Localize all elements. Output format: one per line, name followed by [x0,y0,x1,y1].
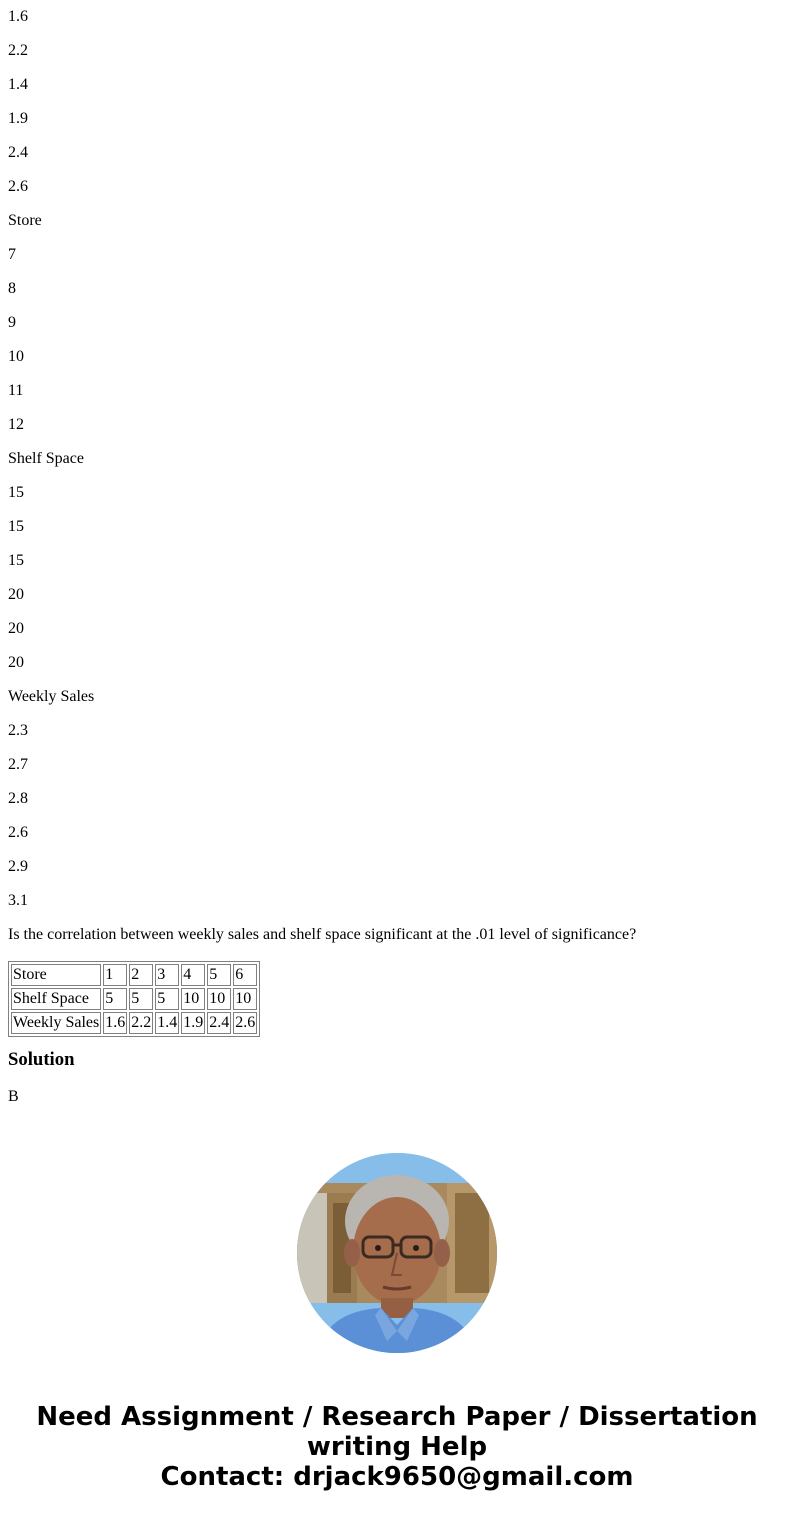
shelf-space-value: 20 [8,654,24,671]
table-cell: 10 [207,988,231,1010]
table-cell: Shelf Space [11,988,101,1010]
table-cell: Store [11,964,101,986]
value-line: 2.6 [8,178,28,195]
shelf-space-value: 20 [8,586,24,603]
table-cell: 1.6 [103,1012,127,1034]
weekly-sales-value: 2.9 [8,858,28,875]
weekly-sales-value: 3.1 [8,892,28,909]
data-table [8,961,260,1037]
weekly-sales-value: 2.7 [8,756,28,773]
question-text: Is the correlation between weekly sales and shelf space significant at the .01 level of significance? [8,926,637,943]
store-value: 7 [8,246,16,263]
table-row [11,964,257,986]
shelf-space-value: 15 [8,484,24,501]
table-cell: 10 [181,988,205,1010]
store-value: 11 [8,382,24,399]
store-label: Store [8,212,42,229]
table-row [11,988,257,1010]
table-cell: 1.4 [155,1012,179,1034]
store-value: 8 [8,280,16,297]
store-value: 9 [8,314,16,331]
table-cell: 10 [233,988,257,1010]
store-value: 12 [8,416,24,433]
solution-heading: Solution [8,1049,75,1070]
value-line: 1.4 [8,76,28,93]
table-cell: 1 [103,964,127,986]
value-line: 1.6 [8,8,28,25]
value-line: 1.9 [8,110,28,127]
value-line: 2.4 [8,144,28,161]
solution-text: B [8,1088,19,1105]
table-cell: 2 [129,964,153,986]
promo-banner [0,1402,794,1492]
value-line: 2.2 [8,42,28,59]
table-cell: 1.9 [181,1012,205,1034]
shelf-space-label: Shelf Space [8,450,84,467]
table-cell: 2.4 [207,1012,231,1034]
table-cell: 3 [155,964,179,986]
table-cell: 5 [103,988,127,1010]
table-cell: Weekly Sales [11,1012,101,1034]
avatar [297,1153,497,1353]
table-row [11,1012,257,1034]
table-cell: 5 [129,988,153,1010]
document-body [8,0,786,1037]
weekly-sales-value: 2.8 [8,790,28,807]
weekly-sales-value: 2.6 [8,824,28,841]
promo-line: writing Help [306,1432,488,1462]
shelf-space-value: 15 [8,552,24,569]
shelf-space-value: 15 [8,518,24,535]
tutor-portrait-image [297,1153,497,1353]
weekly-sales-label: Weekly Sales [8,688,95,705]
table-cell: 4 [181,964,205,986]
shelf-space-value: 20 [8,620,24,637]
weekly-sales-value: 2.3 [8,722,28,739]
promo-line: Need Assignment / Research Paper / Dissertation [36,1402,758,1432]
table-cell: 6 [233,964,257,986]
table-cell: 2.6 [233,1012,257,1034]
table-cell: 2.2 [129,1012,153,1034]
table-cell: 5 [207,964,231,986]
promo-contact: Contact: drjack9650@gmail.com [160,1462,634,1492]
table-cell: 5 [155,988,179,1010]
store-value: 10 [8,348,24,365]
